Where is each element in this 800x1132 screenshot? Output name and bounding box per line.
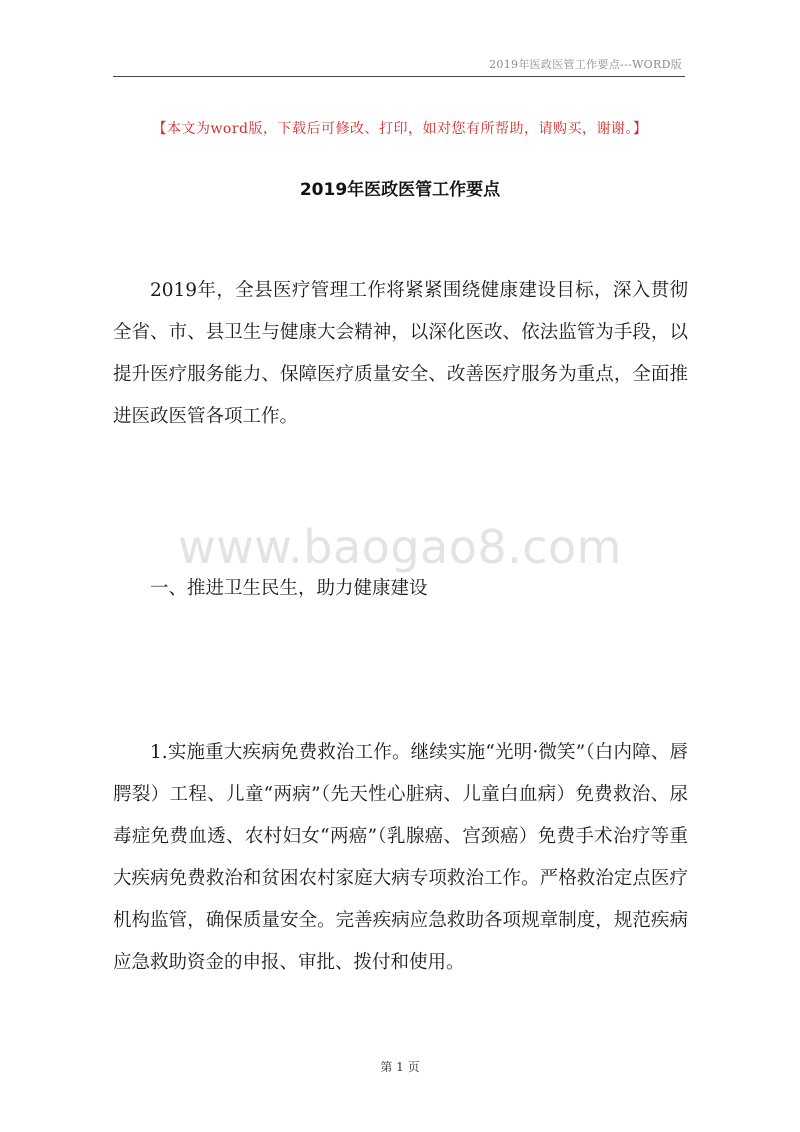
watermark: www.baogao8.com — [178, 520, 622, 574]
document-title: 2019年医政医管工作要点 — [299, 180, 501, 200]
body-paragraph: 1.实施重大疾病免费救治工作。继续实施“光明·微笑”（白内障、唇腭裂）工程、儿童“两病”（先天性心脏病、儿童白血病）免费救治、尿毒症免费血透、农村妇女“两癌”（乳腺癌、宫颈癌）免费手术治疗等重大疾病免费救治和贫困农村家庭大病专项救治工作。严格救治定点医疗机构监管，确保质量安全。完善疾病应急救助各项规章制度，规范疾病应急救助资金的申报、审批、拨付和使用。 — [113, 742, 688, 973]
section-heading: 一、推进卫生民生，助力健康建设 — [150, 578, 428, 599]
intro-paragraph: 2019年，全县医疗管理工作将紧紧围绕健康建设目标，深入贯彻全省、市、县卫生与健康大会精神，以深化医改、依法监管为手段，以提升医疗服务能力、保障医疗质量安全、改善医疗服务为重点，全面推进医政医管各项工作。 — [113, 280, 688, 427]
header-divider — [113, 76, 685, 77]
running-header: 2019年医政医管工作要点---WORD版 — [489, 58, 682, 71]
purchase-notice: 【本文为word版，下载后可修改、打印，如对您有所帮助，请购买，谢谢。】 — [152, 121, 648, 137]
page-number: 第 1 页 — [380, 1060, 420, 1074]
